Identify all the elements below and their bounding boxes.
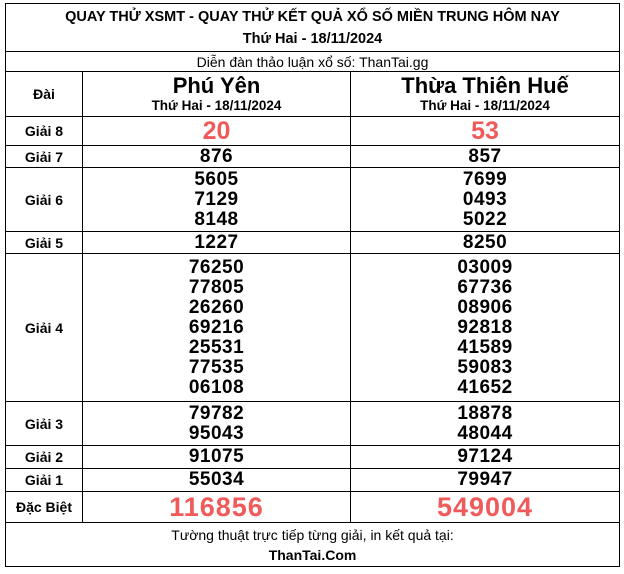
prize-cell-g1-p1 xyxy=(83,469,351,492)
prize-number: 95043 xyxy=(188,422,245,444)
prize-number: 8250 xyxy=(462,231,508,253)
prize-number: 26260 xyxy=(188,296,245,318)
province-name-2: Thừa Thiên Huế xyxy=(401,73,569,98)
prize-number: 8148 xyxy=(194,208,239,230)
prize-number: 79947 xyxy=(457,469,513,490)
prize-number: 41652 xyxy=(457,376,513,398)
prize-number: 06108 xyxy=(188,376,245,398)
prize-number: 5022 xyxy=(462,208,508,230)
prize-row-g7 xyxy=(6,146,620,168)
prize-label-g3: Giải 3 xyxy=(6,402,83,446)
prize-cell-g5-p2 xyxy=(351,232,620,254)
prize-row-db xyxy=(6,492,620,523)
province-date-1: Thứ Hai - 18/11/2024 xyxy=(151,98,282,113)
special-prize-number: 549004 xyxy=(436,492,534,522)
prize-number: 0493 xyxy=(462,188,508,210)
prize-row-g4 xyxy=(6,254,620,402)
prize-number: 48044 xyxy=(457,422,513,444)
prize-number: 59083 xyxy=(457,356,513,378)
prize-row-g6 xyxy=(6,168,620,232)
forum-row xyxy=(6,52,620,72)
prize-cell-g2-p2 xyxy=(351,446,620,469)
prize-number: 5605 xyxy=(194,168,239,190)
prize-cell-g5-p1 xyxy=(83,232,351,254)
prize-label-g1: Giải 1 xyxy=(6,469,83,492)
prize-label-g4: Giải 4 xyxy=(6,254,83,402)
prize-label-db: Đặc Biệt xyxy=(6,492,83,523)
prize-number: 857 xyxy=(468,145,502,167)
title-date: Thứ Hai - 18/11/2024 xyxy=(242,30,383,47)
prize-number: 92818 xyxy=(457,316,513,338)
prize-number: 03009 xyxy=(457,256,513,278)
footer-cell xyxy=(6,523,620,567)
prize-number: 08906 xyxy=(457,296,513,318)
prize-label-g8: Giải 8 xyxy=(6,117,83,146)
page-title: QUAY THỬ XSMT - QUAY THỬ KẾT QUẢ XỔ SỐ MIỀN TRUNG HÔM NAY xyxy=(65,8,560,25)
province-header-2 xyxy=(351,72,620,117)
forum-text: Diễn đàn thảo luận xổ số: ThanTai.gg xyxy=(6,52,620,72)
prize-cell-g1-p2 xyxy=(351,469,620,492)
prize-number: 69216 xyxy=(188,316,245,338)
prize-cell-db-p1 xyxy=(83,492,351,523)
prize-number: 7699 xyxy=(462,168,508,190)
prize-cell-g3-p1 xyxy=(83,402,351,446)
prize-label-g5: Giải 5 xyxy=(6,232,83,254)
prize-number: 7129 xyxy=(194,188,239,210)
prize-cell-g8-p1 xyxy=(83,117,351,146)
prize-cell-g8-p2 xyxy=(351,117,620,146)
prize-number: 67736 xyxy=(457,276,513,298)
prize-number: 1227 xyxy=(194,231,239,253)
footer-text: Tường thuật trực tiếp từng giải, in kết quả tại: xyxy=(171,526,454,543)
prize-label-g6: Giải 6 xyxy=(6,168,83,232)
prize-cell-g3-p2 xyxy=(351,402,620,446)
dai-label: Đài xyxy=(6,72,83,117)
prize-number: 55034 xyxy=(188,469,245,490)
prize-number: 77535 xyxy=(188,356,245,378)
prize-number: 18878 xyxy=(457,402,513,424)
prize-number: 97124 xyxy=(457,446,513,467)
prize-number: 77805 xyxy=(188,276,245,298)
prize-cell-g2-p1 xyxy=(83,446,351,469)
footer-row xyxy=(6,523,620,567)
prize-label-g7: Giải 7 xyxy=(6,146,83,168)
special-prize-number: 116856 xyxy=(169,492,264,522)
prize-row-g5 xyxy=(6,232,620,254)
prize-cell-g6-p1 xyxy=(83,168,351,232)
prize-number: 53 xyxy=(471,117,499,145)
prize-number: 76250 xyxy=(188,256,245,278)
province-header-row xyxy=(6,72,620,117)
prize-cell-g7-p2 xyxy=(351,146,620,168)
province-name-1: Phú Yên xyxy=(172,73,261,98)
prize-row-g1 xyxy=(6,469,620,492)
prize-row-g8 xyxy=(6,117,620,146)
prize-row-g3 xyxy=(6,402,620,446)
footer-site-link[interactable]: ThanTai.Com xyxy=(268,546,357,563)
prize-number: 79782 xyxy=(188,402,245,424)
prize-cell-g4-p2 xyxy=(351,254,620,402)
prize-label-g2: Giải 2 xyxy=(6,446,83,469)
prize-number: 20 xyxy=(202,117,231,145)
prize-number: 25531 xyxy=(188,336,245,358)
prize-cell-g4-p1 xyxy=(83,254,351,402)
prize-number: 876 xyxy=(199,145,234,167)
prize-cell-g6-p2 xyxy=(351,168,620,232)
prize-cell-db-p2 xyxy=(351,492,620,523)
prize-number: 91075 xyxy=(188,446,245,467)
title-cell xyxy=(6,4,620,52)
prize-row-g2 xyxy=(6,446,620,469)
province-date-2: Thứ Hai - 18/11/2024 xyxy=(420,98,550,113)
lottery-results-table xyxy=(5,3,620,567)
province-header-1 xyxy=(83,72,351,117)
title-row xyxy=(6,4,620,52)
prize-number: 41589 xyxy=(457,336,513,358)
prize-cell-g7-p1 xyxy=(83,146,351,168)
